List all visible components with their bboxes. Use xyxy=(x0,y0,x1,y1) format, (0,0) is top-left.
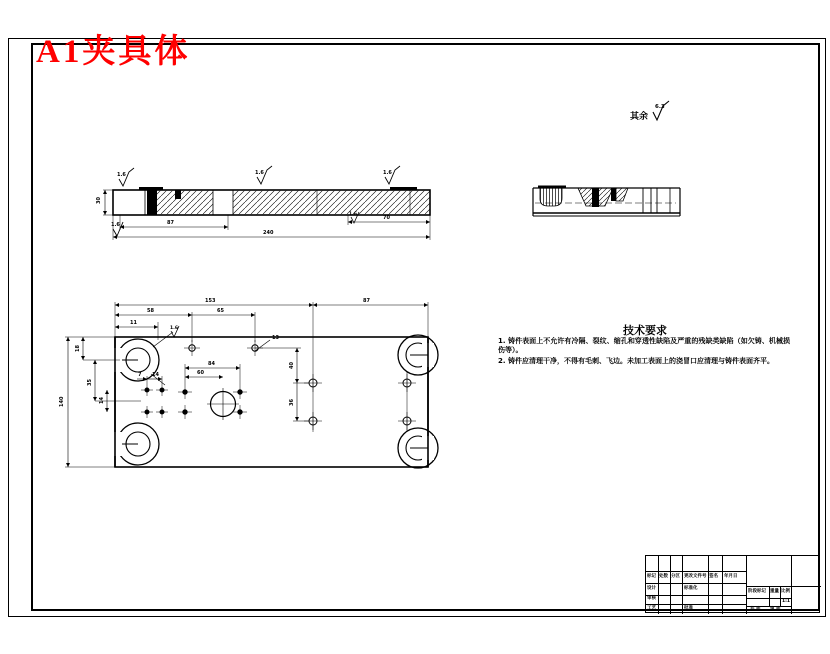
page-title: A1夹具体 xyxy=(36,34,191,70)
dim-label: 14 xyxy=(99,397,105,404)
side-section-view xyxy=(518,172,693,227)
divider xyxy=(646,571,746,572)
dim-label: 65 xyxy=(217,308,224,314)
dim-label: 1.6 xyxy=(117,172,126,178)
tech-requirement-item: 1. 铸件表面上不允许有冷隔、裂纹、缩孔和穿透性缺陷及严重的残缺类缺陷（如欠铸、机械损伤等）。 xyxy=(498,337,790,355)
dim-label: 35 xyxy=(87,379,93,386)
tb-scale-label: 比例 xyxy=(781,589,790,594)
tech-requirements-heading: 技术要求 xyxy=(623,324,667,337)
dim-label: 1.6 xyxy=(170,326,178,331)
tb-stage-label: 阶段标记 xyxy=(748,589,766,594)
dim-label: 11 xyxy=(130,320,137,326)
dim-label: 1.6 xyxy=(349,212,357,217)
tb-col-label: 更改文件号 xyxy=(684,574,707,579)
tb-col-label: 处数 xyxy=(659,574,668,579)
dim-label: 7 xyxy=(138,372,142,378)
dim-label: 1.6 xyxy=(383,170,392,176)
tb-col-label: 标记 xyxy=(647,574,656,579)
dim-label: 60 xyxy=(197,370,204,376)
title-block xyxy=(645,555,820,613)
tb-design-label: 设计 xyxy=(647,586,656,591)
dim-label: 153 xyxy=(205,298,216,304)
divider xyxy=(722,556,723,614)
dim-label: 18 xyxy=(75,345,81,352)
divider xyxy=(646,604,746,605)
dim-label: 140 xyxy=(59,396,65,407)
tb-sheet-index: 第 张 xyxy=(770,607,781,612)
tb-weight-label: 重量 xyxy=(770,589,779,594)
roughness-icon xyxy=(649,100,677,122)
divider xyxy=(682,556,683,614)
divider xyxy=(670,556,671,614)
tb-col-label: 年月日 xyxy=(724,574,738,579)
divider xyxy=(646,583,746,584)
roughness-icon xyxy=(117,168,134,186)
roughness-icon xyxy=(383,166,400,184)
dim-label: 36 xyxy=(289,399,295,406)
dim-label: 14 xyxy=(152,372,159,378)
dim-label: 70 xyxy=(383,215,390,221)
tb-col-label: 分区 xyxy=(671,574,680,579)
tech-requirements-body xyxy=(498,337,790,367)
divider xyxy=(791,556,792,614)
divider xyxy=(708,556,709,614)
divider xyxy=(646,595,746,596)
tb-col-label: 签名 xyxy=(709,574,718,579)
dim-label: 58 xyxy=(147,308,154,314)
tb-sheets-total: 共 张 xyxy=(750,607,761,612)
divider xyxy=(791,586,821,587)
roughness-value: 6.3 xyxy=(655,104,665,110)
tb-scale-value: 1:1 xyxy=(782,599,791,604)
dim-label: 40 xyxy=(289,362,295,369)
tech-requirement-item: 2. 铸件应清理干净，不得有毛刺、飞边。未加工表面上的浇冒口应清理与铸件表面齐平。 xyxy=(498,356,774,365)
dim-label: 1.6 xyxy=(111,222,120,228)
roughness-icon xyxy=(255,166,272,184)
dim-label: 84 xyxy=(208,361,215,367)
dim-label: 87 xyxy=(363,298,370,304)
roughness-icon xyxy=(170,325,179,337)
front-section-view xyxy=(95,160,440,250)
tb-approve-label: 批准 xyxy=(684,606,693,611)
divider xyxy=(658,556,659,614)
dim-label: 240 xyxy=(263,230,274,236)
tb-audit-label: 审核 xyxy=(647,596,656,601)
roughness-note-label: 其余 xyxy=(630,112,649,122)
tb-craft-label: 工艺 xyxy=(647,606,656,611)
dim-label: 87 xyxy=(167,220,174,226)
dim-label: 1.6 xyxy=(255,170,264,176)
dim-label: 30 xyxy=(96,197,102,204)
general-roughness-note xyxy=(630,100,677,122)
dim-label: 13 xyxy=(272,335,279,341)
tb-standardize-label: 标准化 xyxy=(684,586,698,591)
plan-view xyxy=(25,272,445,507)
